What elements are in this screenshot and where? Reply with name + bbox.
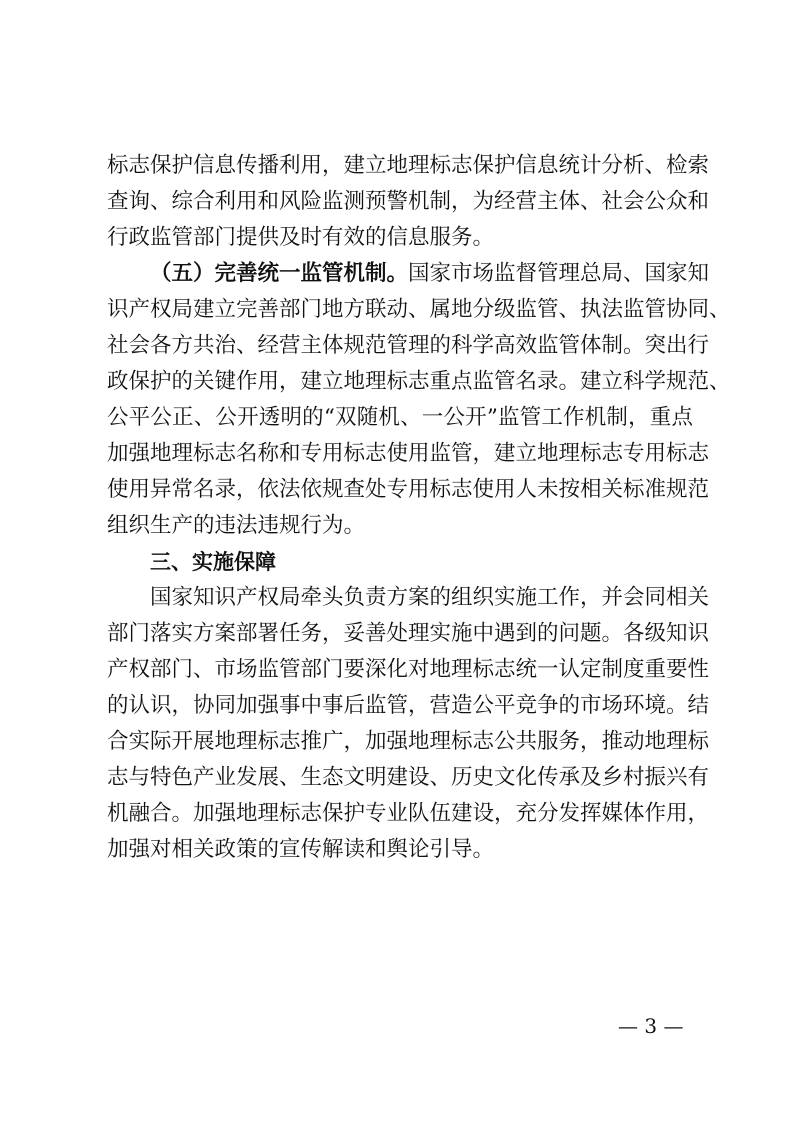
section-5-first-line <box>150 258 710 290</box>
section-3-heading: 三、实施保障 <box>150 550 276 574</box>
paragraph-line: 加强地理标志名称和专用标志使用监管，建立地理标志专用标志 <box>107 441 710 466</box>
paragraph-line: 使用异常名录，依法依规查处专用标志使用人未按相关标准规范 <box>107 477 710 502</box>
paragraph-line: 部门落实方案部署任务，妥善处理实施中遇到的问题。各级知识 <box>107 621 710 646</box>
paragraph-line: 社会各方共治、经营主体规范管理的科学高效监管体制。突出行 <box>107 333 710 358</box>
section-5-title: （五）完善统一监管机制。 <box>150 261 409 286</box>
paragraph-line: 机融合。加强地理标志保护专业队伍建设，充分发挥媒体作用， <box>107 801 710 826</box>
paragraph-line: 合实际开展地理标志推广，加强地理标志公共服务，推动地理标 <box>107 729 710 754</box>
paragraph-line: 国家知识产权局牵头负责方案的组织实施工作，并会同相关 <box>150 585 710 610</box>
paragraph-line: 行政监管部门提供及时有效的信息服务。 <box>107 225 495 250</box>
paragraph-line: 加强对相关政策的宣传解读和舆论引导。 <box>107 837 495 862</box>
paragraph-line: 的认识，协同加强事中事后监管，营造公平竞争的市场环境。结 <box>107 693 710 718</box>
paragraph-line: 志与特色产业发展、生态文明建设、历史文化传承及乡村振兴有 <box>107 765 710 790</box>
paragraph-line: 识产权局建立完善部门地方联动、属地分级监管、执法监管协同、 <box>107 297 731 322</box>
paragraph-line: 政保护的关键作用，建立地理标志重点监管名录。建立科学规范、 <box>107 369 731 394</box>
page-number: — 3 — <box>618 1014 684 1038</box>
paragraph-line: 查询、综合利用和风险监测预警机制，为经营主体、社会公众和 <box>107 189 710 214</box>
paragraph-line: 组织生产的违法违规行为。 <box>107 513 366 538</box>
paragraph-line: 公平公正、公开透明的“双随机、一公开”监管工作机制，重点 <box>107 405 693 430</box>
paragraph-line: 标志保护信息传播利用，建立地理标志保护信息统计分析、检索 <box>107 153 710 178</box>
paragraph-line: 产权部门、市场监管部门要深化对地理标志统一认定制度重要性 <box>107 657 710 682</box>
section-5-first-line-text: 国家市场监督管理总局、国家知 <box>408 261 710 286</box>
